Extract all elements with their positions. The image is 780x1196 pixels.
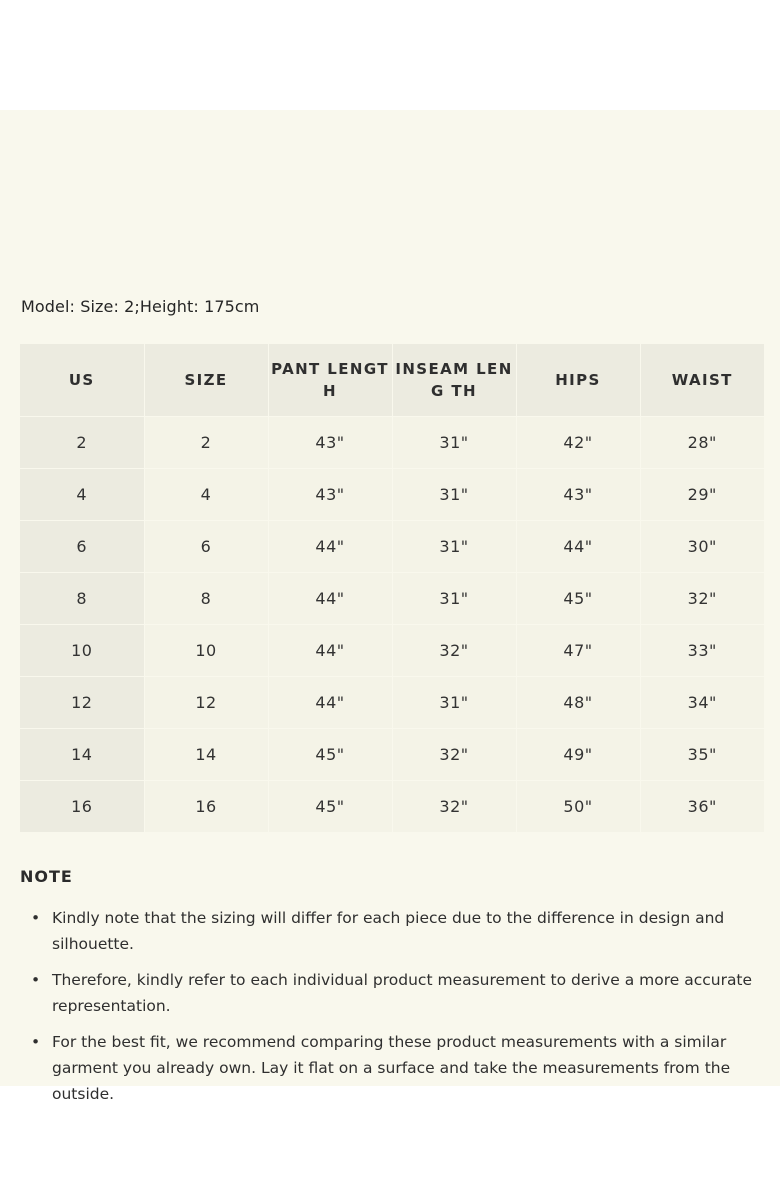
- note-title: NOTE: [20, 867, 73, 886]
- table-cell: 50": [516, 781, 640, 833]
- table-cell: 12: [144, 677, 268, 729]
- table-cell: 31": [392, 573, 516, 625]
- table-cell: 31": [392, 417, 516, 469]
- table-cell: 45": [268, 781, 392, 833]
- header-size: SIZE: [144, 344, 268, 417]
- table-cell: 10: [20, 625, 144, 677]
- table-row: [20, 781, 764, 833]
- note-item: [20, 967, 760, 1019]
- table-row: [20, 573, 764, 625]
- table-cell: 44": [268, 521, 392, 573]
- table-cell: 31": [392, 469, 516, 521]
- note-list: [20, 905, 760, 1117]
- size-chart-table: [20, 344, 764, 833]
- table-cell: 12: [20, 677, 144, 729]
- note-item: [20, 905, 760, 957]
- table-cell: 31": [392, 677, 516, 729]
- table-cell: 30": [640, 521, 764, 573]
- table-header-row: [20, 344, 764, 417]
- table-cell: 4: [144, 469, 268, 521]
- header-us: US: [20, 344, 144, 417]
- note-item: [20, 1029, 760, 1107]
- model-info: Model: Size: 2;Height: 175cm: [21, 297, 260, 316]
- table-cell: 32": [640, 573, 764, 625]
- table-body: [20, 417, 764, 833]
- table-cell: 32": [392, 781, 516, 833]
- bullet-icon: •: [31, 971, 41, 989]
- table-cell: 16: [20, 781, 144, 833]
- table-row: [20, 521, 764, 573]
- table-cell: 44": [516, 521, 640, 573]
- table-cell: 44": [268, 677, 392, 729]
- note-item-text: Kindly note that the sizing will differ for each piece due to the difference in design and silhouette.: [52, 909, 725, 953]
- table-cell: 32": [392, 729, 516, 781]
- table-cell: 32": [392, 625, 516, 677]
- table-row: [20, 729, 764, 781]
- table-cell: 14: [20, 729, 144, 781]
- table-cell: 47": [516, 625, 640, 677]
- bullet-icon: •: [31, 909, 41, 927]
- table-cell: 45": [268, 729, 392, 781]
- table-cell: 33": [640, 625, 764, 677]
- header-hips: HIPS: [516, 344, 640, 417]
- table-cell: 43": [268, 417, 392, 469]
- table-cell: 6: [20, 521, 144, 573]
- table-row: [20, 417, 764, 469]
- table-cell: 2: [144, 417, 268, 469]
- note-item-text: Therefore, kindly refer to each individual product measurement to derive a more accurate representation.: [52, 971, 753, 1015]
- table-cell: 49": [516, 729, 640, 781]
- table-cell: 14: [144, 729, 268, 781]
- table-cell: 44": [268, 625, 392, 677]
- table-cell: 45": [516, 573, 640, 625]
- table-cell: 8: [144, 573, 268, 625]
- table-cell: 36": [640, 781, 764, 833]
- note-item-text: For the best fit, we recommend comparing these product measurements with a similar garment you already own. Lay it flat on a surface and take the measurements from the outside.: [52, 1033, 731, 1103]
- header-pant-length: PANT LENGTH: [268, 344, 392, 417]
- table-cell: 44": [268, 573, 392, 625]
- table-cell: 29": [640, 469, 764, 521]
- table-cell: 42": [516, 417, 640, 469]
- bullet-icon: •: [31, 1033, 41, 1051]
- header-waist: WAIST: [640, 344, 764, 417]
- table-cell: 35": [640, 729, 764, 781]
- table-cell: 34": [640, 677, 764, 729]
- table-row: [20, 469, 764, 521]
- table-cell: 43": [516, 469, 640, 521]
- table-cell: 43": [268, 469, 392, 521]
- table-cell: 6: [144, 521, 268, 573]
- header-inseam-length: INSEAM LENG TH: [392, 344, 516, 417]
- table-cell: 28": [640, 417, 764, 469]
- table-cell: 4: [20, 469, 144, 521]
- table-cell: 48": [516, 677, 640, 729]
- table-cell: 16: [144, 781, 268, 833]
- table-row: [20, 625, 764, 677]
- table-cell: 10: [144, 625, 268, 677]
- table-row: [20, 677, 764, 729]
- table-cell: 8: [20, 573, 144, 625]
- table-cell: 2: [20, 417, 144, 469]
- table-cell: 31": [392, 521, 516, 573]
